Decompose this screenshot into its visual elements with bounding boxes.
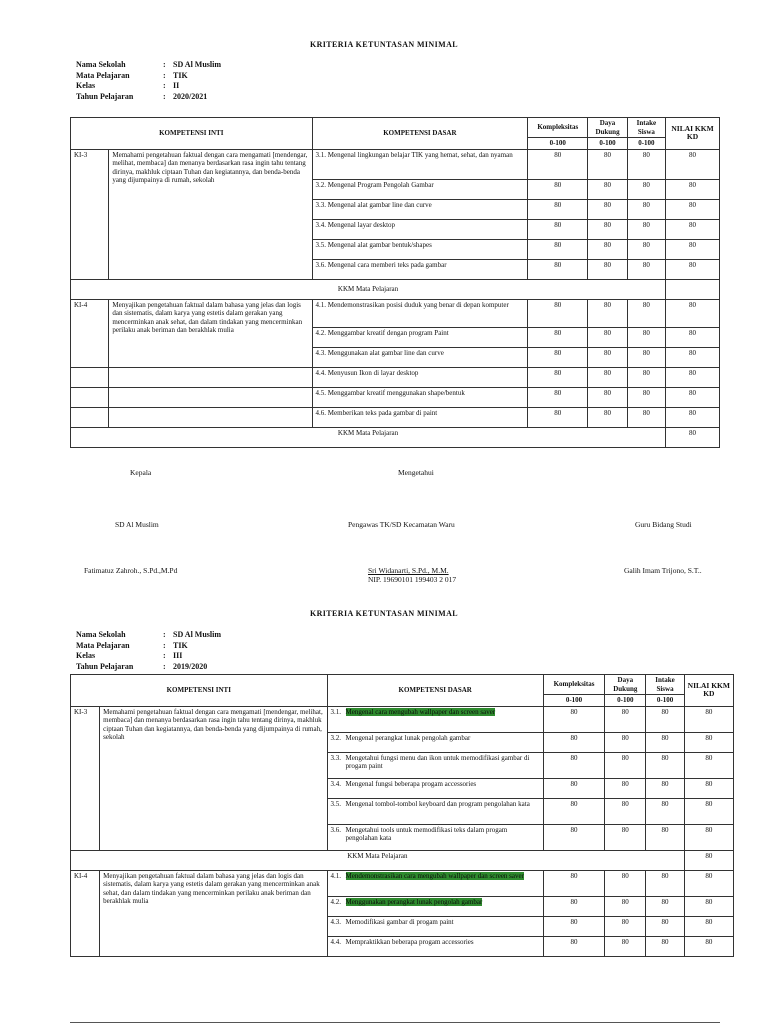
- kkm-value-cell: 80: [646, 732, 684, 752]
- kkm-value-cell: 80: [528, 367, 588, 387]
- meta-separator: :: [163, 81, 166, 90]
- kd-number: 4.2.: [330, 897, 342, 906]
- meta-separator: :: [163, 630, 166, 639]
- kkm-value-cell: 80: [666, 179, 720, 199]
- kd-text: Mengenal cara mengubah wallpaper dan screen saver: [345, 707, 496, 716]
- empty-cell: [71, 367, 109, 387]
- kd-text: Memodifikasi gambar di progam paint: [345, 917, 454, 926]
- kkm-value-cell: 80: [627, 347, 665, 367]
- kkm-value-cell: 80: [543, 732, 604, 752]
- kd-wrap: [331, 734, 540, 743]
- kkm-value-cell: 80: [646, 896, 684, 916]
- meta-row: [76, 651, 221, 662]
- kkm-value-cell: 80: [543, 896, 604, 916]
- kkm-value-cell: 80: [588, 219, 627, 239]
- ki-code: KI-3: [71, 149, 109, 279]
- sig-guru-name: Galih Imam Trijono, S.T..: [624, 566, 702, 575]
- kd-number: 3.5.: [330, 799, 342, 808]
- kkm-value-cell: 80: [605, 732, 646, 752]
- kkm-value-cell: 80: [528, 219, 588, 239]
- meta-separator: :: [163, 651, 166, 660]
- meta-key: Tahun Pelajaran: [76, 661, 134, 671]
- kd-wrap: [331, 708, 540, 717]
- kd-text: Mengenal fungsi beberapa progam accessories: [345, 779, 477, 788]
- kd-cell: [327, 778, 543, 798]
- kkm-value-cell: 80: [627, 149, 665, 179]
- header-nilai-kkm: NILAI KKM KD: [666, 118, 720, 150]
- sig-kepala-label: Kepala: [130, 468, 152, 477]
- kd-text: Mengenal perangkat lunak pengolah gambar: [345, 733, 471, 742]
- kd-text: Mempraktikkan beberapa progam accessories: [345, 937, 474, 946]
- kd-cell: [327, 752, 543, 778]
- kkm-value-cell: 80: [646, 778, 684, 798]
- table-row: [71, 870, 734, 896]
- kkm-value-cell: 80: [627, 367, 665, 387]
- meta-value: 2020/2021: [173, 91, 208, 101]
- kkm-value-cell: 80: [666, 149, 720, 179]
- kkm-value-cell: 80: [588, 149, 627, 179]
- ki-code: KI-3: [71, 706, 100, 850]
- kkm-value-cell: 80: [627, 259, 665, 279]
- kd-cell: 4.4. Menyusun Ikon di layar desktop: [312, 367, 528, 387]
- kkm-value-cell: 80: [605, 798, 646, 824]
- kd-cell: [327, 896, 543, 916]
- kd-wrap: [331, 938, 540, 947]
- kkm-value-cell: 80: [666, 387, 720, 407]
- kd-number: 4.4.: [330, 937, 342, 946]
- kd-text: Mengenal tombol-tombol keyboard dan program pengolahan kata: [345, 799, 530, 808]
- header-daya-dukung: Daya Dukung: [588, 118, 627, 138]
- kd-wrap: [331, 754, 540, 771]
- range-kompleksitas: 0-100: [528, 138, 588, 150]
- kd-wrap: [331, 800, 540, 809]
- range-daya-dukung: 0-100: [605, 695, 646, 707]
- kd-cell: [327, 936, 543, 956]
- kkm-value-cell: 80: [605, 752, 646, 778]
- kd-number: 4.3.: [330, 917, 342, 926]
- kkm-value-cell: 80: [605, 916, 646, 936]
- kkm-value-cell: 80: [588, 259, 627, 279]
- kkm-value-cell: 80: [528, 327, 588, 347]
- kkm-value-cell: 80: [627, 387, 665, 407]
- kkm-value-cell: 80: [528, 387, 588, 407]
- meta-value: SD Al Muslim: [173, 630, 222, 639]
- kd-cell: 4.3. Menggunakan alat gambar line dan curve: [312, 347, 528, 367]
- ki-description: Menyajikan pengetahuan faktual dalam bahasa yang jelas dan logis dan sistematis, dalam karya yang estetis dalam gerakan yang mencerminkan anak sehat, dan dalam tindakan yang mencerminkan perilaku anak beriman dan berakhlak mulia: [100, 870, 327, 956]
- sig-pengawas-name: Sri Widanarti, S.Pd., M.M.: [368, 566, 449, 575]
- kkm-value-cell: 80: [666, 407, 720, 427]
- meta-row: [76, 81, 221, 92]
- page-bottom-rule: [70, 1022, 720, 1023]
- meta-value: II: [173, 81, 180, 90]
- kkm-value-cell: 80: [543, 936, 604, 956]
- kd-cell: 4.6. Memberikan teks pada gambar di paint: [312, 407, 528, 427]
- meta-key: Nama Sekolah: [76, 60, 126, 69]
- kkm-value-cell: 80: [646, 824, 684, 850]
- kkm-value-cell: 80: [646, 916, 684, 936]
- meta-row: [76, 92, 221, 103]
- kkm-value-cell: 80: [666, 327, 720, 347]
- kd-wrap: [331, 898, 540, 907]
- kkm-value-cell: 80: [646, 798, 684, 824]
- kd-cell: 3.1. Mengenal lingkungan belajar TIK yang hemat, sehat, dan nyaman: [312, 149, 528, 179]
- kkm-value-cell: 80: [528, 259, 588, 279]
- kkm-value-cell: 80: [588, 179, 627, 199]
- header-nilai-kkm: NILAI KKM KD: [684, 675, 733, 707]
- kkm-value-cell: 80: [627, 199, 665, 219]
- doc2-kkm-table: [70, 674, 734, 957]
- range-kompleksitas: 0-100: [543, 695, 604, 707]
- meta-separator: :: [163, 60, 166, 69]
- kkm-value-cell: 80: [605, 936, 646, 956]
- kkm-value-cell: 80: [646, 706, 684, 732]
- range-intake-siswa: 0-100: [627, 138, 665, 150]
- meta-row: [76, 71, 221, 82]
- kkm-value-cell: 80: [588, 347, 627, 367]
- kkm-value-cell: 80: [646, 870, 684, 896]
- kkm-value-cell: 80: [543, 824, 604, 850]
- kkm-value-cell: 80: [666, 259, 720, 279]
- table-row: [71, 706, 734, 732]
- kkm-value-cell: 80: [588, 199, 627, 219]
- kd-cell: [327, 732, 543, 752]
- kkm-value-cell: 80: [627, 239, 665, 259]
- kkm-value-cell: 80: [684, 936, 733, 956]
- header-kompleksitas: Kompleksitas: [543, 675, 604, 695]
- kkm-value-cell: 80: [543, 706, 604, 732]
- sig-school: SD Al Muslim: [115, 520, 159, 529]
- kkm-value-cell: 80: [684, 706, 733, 732]
- kkm-value-cell: 80: [666, 347, 720, 367]
- table-row: [71, 149, 720, 179]
- kkm-value-cell: 80: [588, 239, 627, 259]
- doc1-kkm-table: [70, 117, 720, 448]
- kd-wrap: [331, 872, 540, 881]
- sig-mengetahui-label: Mengetahui: [398, 468, 434, 477]
- kkm-value-cell: 80: [543, 752, 604, 778]
- meta-value: III: [173, 651, 183, 660]
- kkm-value-cell: 80: [543, 916, 604, 936]
- kkm-value: 80: [666, 427, 720, 447]
- meta-value: SD Al Muslim: [173, 60, 222, 69]
- kd-wrap: [331, 918, 540, 927]
- kd-wrap: [331, 826, 540, 843]
- header-daya-dukung: Daya Dukung: [605, 675, 646, 695]
- kkm-value-cell: 80: [627, 407, 665, 427]
- kkm-value-cell: 80: [528, 347, 588, 367]
- empty-cell: [109, 367, 312, 387]
- kkm-value-cell: 80: [588, 327, 627, 347]
- kd-number: 3.4.: [330, 779, 342, 788]
- kkm-value-cell: 80: [543, 778, 604, 798]
- kd-cell: [327, 798, 543, 824]
- kkm-value-cell: 80: [528, 239, 588, 259]
- kkm-value-cell: 80: [528, 199, 588, 219]
- empty-cell: [109, 407, 312, 427]
- meta-row: [76, 662, 221, 673]
- range-intake-siswa: 0-100: [646, 695, 684, 707]
- kkm-value-cell: 80: [605, 824, 646, 850]
- kd-wrap: [331, 780, 540, 789]
- meta-key: Nama Sekolah: [76, 630, 126, 639]
- kd-cell: 3.3. Mengenal alat gambar line dan curve: [312, 199, 528, 219]
- header-kompetensi-dasar: KOMPETENSI DASAR: [312, 118, 528, 150]
- header-intake-siswa: Intake Siswa: [646, 675, 684, 695]
- kd-cell: [327, 870, 543, 896]
- kkm-value-cell: 80: [588, 407, 627, 427]
- doc1-title: KRITERIA KETUNTASAN MINIMAL: [309, 40, 458, 49]
- kkm-value-cell: 80: [684, 916, 733, 936]
- table-row: [71, 407, 720, 427]
- meta-value: 2019/2020: [173, 661, 208, 671]
- kkm-value-cell: 80: [666, 239, 720, 259]
- kkm-row: [71, 850, 734, 870]
- kkm-value-cell: 80: [666, 299, 720, 327]
- meta-separator: :: [163, 661, 166, 671]
- meta-key: Kelas: [76, 651, 96, 660]
- kkm-row: [71, 427, 720, 447]
- kkm-value-cell: 80: [543, 798, 604, 824]
- ki-description: Memahami pengetahuan faktual dengan cara mengamati [mendengar, melihat, membaca] dan menanya berdasarkan rasa ingin tahu tentang dirinya, makhluk ciptaan Tuhan dan kegiatannya, dan benda-benda yang dijumpainya di rumah, sekolah: [100, 706, 327, 850]
- sig-pengawas-nip: NIP. 19690101 199403 2 017: [368, 575, 457, 584]
- header-kompetensi-inti: KOMPETENSI INTI: [71, 675, 328, 707]
- kd-number: 3.2.: [330, 733, 342, 742]
- kkm-value-cell: 80: [646, 752, 684, 778]
- kd-cell: [327, 916, 543, 936]
- kd-cell: 4.1. Mendemonstrasikan posisi duduk yang benar di depan komputer: [312, 299, 528, 327]
- kkm-value-cell: 80: [588, 367, 627, 387]
- kd-cell: 4.2. Menggambar kreatif dengan program Paint: [312, 327, 528, 347]
- empty-cell: [71, 407, 109, 427]
- doc2-meta: [76, 630, 221, 672]
- kkm-value-cell: 80: [684, 798, 733, 824]
- table-row: [71, 387, 720, 407]
- ki-code: KI-4: [71, 870, 100, 956]
- meta-separator: :: [163, 640, 166, 650]
- meta-key: Mata Pelajaran: [76, 640, 130, 650]
- kkm-value-cell: 80: [627, 299, 665, 327]
- header-kompetensi-dasar: KOMPETENSI DASAR: [327, 675, 543, 707]
- kkm-value-cell: 80: [627, 179, 665, 199]
- kd-cell: 3.4. Mengenal layar desktop: [312, 219, 528, 239]
- header-kompleksitas: Kompleksitas: [528, 118, 588, 138]
- kd-cell: 3.6. Mengenal cara memberi teks pada gambar: [312, 259, 528, 279]
- table-row: [71, 367, 720, 387]
- kd-cell: 4.5. Menggambar kreatif menggunakan shape/bentuk: [312, 387, 528, 407]
- kkm-value-cell: 80: [605, 706, 646, 732]
- doc2-title: KRITERIA KETUNTASAN MINIMAL: [309, 609, 458, 618]
- kd-number: 4.1.: [330, 871, 342, 880]
- kkm-value-cell: 80: [528, 179, 588, 199]
- meta-separator: :: [163, 91, 166, 101]
- kkm-value-cell: 80: [684, 870, 733, 896]
- kkm-label: KKM Mata Pelajaran: [71, 850, 685, 870]
- header-kompetensi-inti: KOMPETENSI INTI: [71, 118, 313, 150]
- kkm-value-cell: 80: [684, 752, 733, 778]
- kd-cell: [327, 824, 543, 850]
- meta-row: [76, 60, 221, 71]
- sig-kepala-name: Fatimatuz Zahroh., S.Pd.,M.Pd: [84, 566, 178, 575]
- meta-row: [76, 630, 221, 641]
- kkm-label: KKM Mata Pelajaran: [71, 279, 666, 299]
- doc1-meta: [76, 60, 221, 102]
- kd-text: Mengetahui tools untuk memodifikasi teks dalam progam pengolahan kata: [345, 825, 508, 842]
- empty-cell: [71, 387, 109, 407]
- kkm-value: 80: [684, 850, 733, 870]
- kkm-label: KKM Mata Pelajaran: [71, 427, 666, 447]
- kd-number: 3.3.: [330, 753, 342, 762]
- kkm-value-cell: 80: [684, 896, 733, 916]
- kkm-value-cell: 80: [528, 299, 588, 327]
- kkm-value-cell: 80: [605, 896, 646, 916]
- meta-key: Mata Pelajaran: [76, 70, 130, 80]
- kkm-value-cell: 80: [666, 367, 720, 387]
- range-daya-dukung: 0-100: [588, 138, 627, 150]
- table-row: [71, 299, 720, 327]
- meta-row: [76, 641, 221, 652]
- meta-separator: :: [163, 70, 166, 80]
- ki-description: Menyajikan pengetahuan faktual dalam bahasa yang jelas dan logis dan sistematis, dalam karya yang estetis dalam gerakan yang mencerminkan anak sehat, dan dalam tindakan yang mencerminkan perilaku anak beriman dan berakhlak mulia: [109, 299, 312, 367]
- kd-text: Mengetahui fungsi menu dan ikon untuk memodifikasi gambar di progam paint: [345, 753, 530, 770]
- meta-value: TIK: [173, 640, 188, 650]
- header-intake-siswa: Intake Siswa: [627, 118, 665, 138]
- kkm-value-cell: 80: [588, 387, 627, 407]
- meta-key: Tahun Pelajaran: [76, 91, 134, 101]
- kd-text: Mendemonstrasikan cara mengubah wallpaper dan screen saver: [345, 871, 524, 880]
- kd-cell: [327, 706, 543, 732]
- kkm-value-cell: 80: [646, 936, 684, 956]
- kkm-value-cell: 80: [684, 824, 733, 850]
- kkm-value-cell: 80: [684, 778, 733, 798]
- meta-key: Kelas: [76, 81, 96, 90]
- kd-text: Menggunakan perangkat lunak pengolah gambar: [345, 897, 483, 906]
- ki-description: Memahami pengetahuan faktual dengan cara mengamati [mendengar, melihat, membaca] dan menanya berdasarkan rasa ingin tahu tentang dirinya, makhluk ciptaan Tuhan dan kegiatannya, dan benda-benda yang dijumpainya di rumah, sekolah: [109, 149, 312, 279]
- kkm-value-cell: 80: [588, 299, 627, 327]
- kkm-value-cell: 80: [627, 327, 665, 347]
- kkm-value-cell: 80: [627, 219, 665, 239]
- kkm-value-cell: 80: [605, 778, 646, 798]
- kkm-value-cell: 80: [666, 219, 720, 239]
- meta-value: TIK: [173, 70, 188, 80]
- kkm-value-cell: 80: [666, 199, 720, 219]
- sig-guru-title: Guru Bidang Studi: [635, 520, 692, 529]
- kd-number: 3.6.: [330, 825, 342, 834]
- kkm-value-cell: 80: [543, 870, 604, 896]
- ki-code: KI-4: [71, 299, 109, 367]
- kkm-value: [666, 279, 720, 299]
- kd-cell: 3.5. Mengenal alat gambar bentuk/shapes: [312, 239, 528, 259]
- empty-cell: [109, 387, 312, 407]
- sig-pengawas-title: Pengawas TK/SD Kecamatan Waru: [348, 520, 455, 529]
- kd-cell: 3.2. Mengenal Program Pengolah Gambar: [312, 179, 528, 199]
- kkm-value-cell: 80: [684, 732, 733, 752]
- kkm-value-cell: 80: [528, 149, 588, 179]
- kkm-row: [71, 279, 720, 299]
- kkm-value-cell: 80: [528, 407, 588, 427]
- kd-number: 3.1.: [330, 707, 342, 716]
- kkm-value-cell: 80: [605, 870, 646, 896]
